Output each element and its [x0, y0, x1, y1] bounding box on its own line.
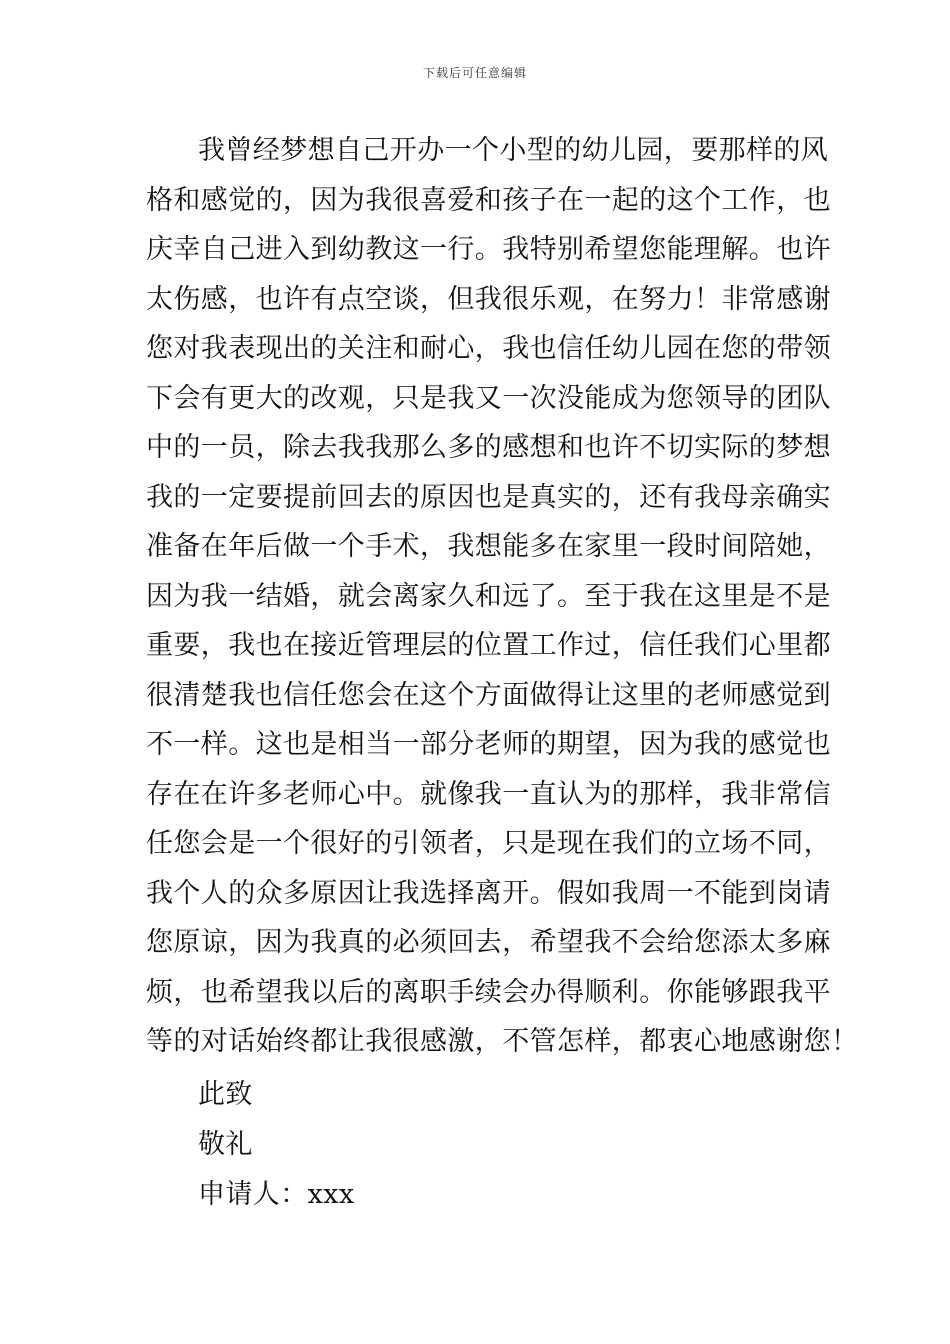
- letter-line: 重要，我也在接近管理层的位置工作过，信任我们心里都: [146, 630, 831, 661]
- letter-line: 庆幸自己进入到幼教这一行。我特别希望您能理解。也许: [146, 234, 831, 265]
- letter-line: 我个人的众多原因让我选择离开。假如我周一不能到岗请: [146, 877, 831, 909]
- letter-line: 因为我一结婚，就会离家久和远了。至于我在这里是不是: [146, 580, 831, 612]
- letter-line: 您对我表现出的关注和耐心，我也信任幼儿园在您的带领: [146, 333, 831, 364]
- letter-line: 不一样。这也是相当一部分老师的期望，因为我的感觉也: [146, 729, 831, 760]
- applicant-signature: 申请人：xxx: [198, 1179, 355, 1210]
- letter-line: 下会有更大的改观，只是我又一次没能成为您领导的团队: [146, 382, 831, 414]
- letter-line: 等的对话始终都让我很感激，不管怎样，都衷心地感谢您！: [146, 1026, 859, 1057]
- letter-line: 格和感觉的，因为我很喜爱和孩子在一起的这个工作，也: [146, 184, 831, 216]
- letter-line: 我曾经梦想自己开办一个小型的幼儿园，要那样的风: [198, 135, 829, 166]
- letter-line: 准备在年后做一个手术，我想能多在家里一段时间陪她，: [146, 531, 831, 562]
- closing-salutation: 此致: [198, 1079, 253, 1110]
- letter-line: 烦，也希望我以后的离职手续会办得顺利。你能够跟我平: [146, 976, 831, 1008]
- letter-line: 中的一员，除去我我那么多的感想和也许不切实际的梦想: [146, 432, 831, 463]
- closing-regards: 敬礼: [198, 1129, 253, 1160]
- letter-closing: [198, 1070, 354, 1220]
- letter-line: 很清楚我也信任您会在这个方面做得让这里的老师感觉到: [146, 679, 831, 711]
- page-header: 下载后可任意编辑: [422, 66, 527, 80]
- letter-line: 您原谅，因为我真的必须回去，希望我不会给您添太多麻: [146, 927, 831, 958]
- letter-line: 太伤感，也许有点空谈，但我很乐观，在努力！非常感谢: [146, 283, 831, 315]
- letter-line: 任您会是一个很好的引领者，只是现在我们的立场不同，: [146, 828, 831, 859]
- letter-body: [146, 126, 859, 1067]
- letter-line: 存在在许多老师心中。就像我一直认为的那样，我非常信: [146, 778, 831, 810]
- letter-line: 我的一定要提前回去的原因也是真实的，还有我母亲确实: [146, 481, 831, 513]
